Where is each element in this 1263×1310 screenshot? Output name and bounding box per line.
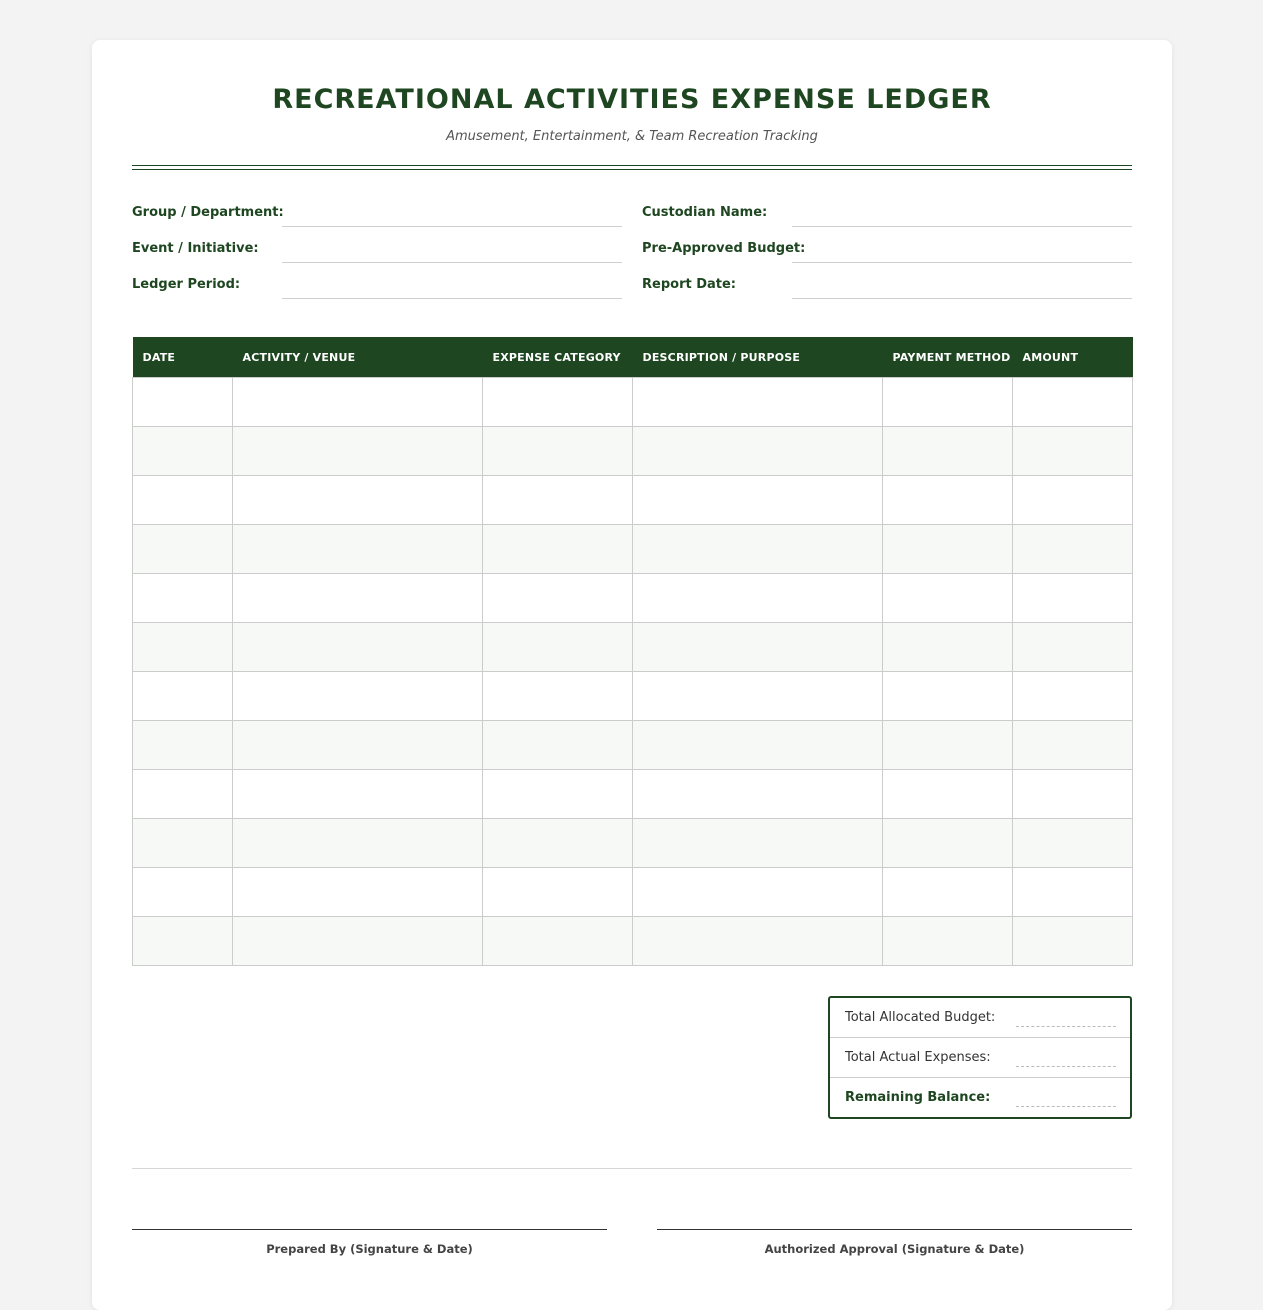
activity-venue-cell[interactable] <box>233 868 483 917</box>
description-purpose-cell[interactable] <box>633 917 883 966</box>
payment-method-cell[interactable] <box>883 623 1013 672</box>
table-row <box>133 427 1133 476</box>
payment-method-cell[interactable] <box>883 525 1013 574</box>
ledger-period-field <box>132 273 622 299</box>
activity-venue-cell[interactable] <box>233 476 483 525</box>
description-purpose-cell[interactable] <box>633 672 883 721</box>
expense-category-cell[interactable] <box>483 378 633 427</box>
description-purpose-cell[interactable] <box>633 770 883 819</box>
custodian-name-label: Custodian Name: <box>642 205 768 220</box>
description-purpose-cell[interactable] <box>633 525 883 574</box>
date-cell[interactable] <box>133 917 233 966</box>
description-purpose-cell[interactable] <box>633 476 883 525</box>
prepared-by-label: Prepared By (Signature & Date) <box>266 1242 473 1256</box>
description-purpose-cell[interactable] <box>633 378 883 427</box>
amount-cell[interactable] <box>1013 525 1133 574</box>
authorized-approval-signature-line[interactable] <box>657 1229 1132 1256</box>
table-row <box>133 525 1133 574</box>
activity-venue-cell[interactable] <box>233 917 483 966</box>
authorized-approval-label: Authorized Approval (Signature & Date) <box>764 1242 1025 1256</box>
date-cell[interactable] <box>133 378 233 427</box>
payment-method-cell[interactable] <box>883 868 1013 917</box>
ledger-table-body <box>133 378 1133 966</box>
totals-summary-box <box>828 996 1132 1119</box>
amount-cell[interactable] <box>1013 574 1133 623</box>
activity-venue-cell[interactable] <box>233 574 483 623</box>
activity-venue-cell[interactable] <box>233 525 483 574</box>
description-purpose-cell[interactable] <box>633 721 883 770</box>
custodian-name-field <box>642 201 1132 227</box>
ledger-document <box>92 40 1172 1310</box>
header-divider <box>132 165 1132 170</box>
pre-approved-budget-input[interactable] <box>792 262 1132 263</box>
table-row <box>133 378 1133 427</box>
prepared-by-signature-line[interactable] <box>132 1229 607 1256</box>
payment-method-cell[interactable] <box>883 672 1013 721</box>
expense-category-cell[interactable] <box>483 819 633 868</box>
payment-method-cell[interactable] <box>883 721 1013 770</box>
activity-venue-cell[interactable] <box>233 819 483 868</box>
date-cell[interactable] <box>133 868 233 917</box>
total-actual-expenses-row <box>830 1038 1130 1078</box>
activity-venue-cell[interactable] <box>233 721 483 770</box>
event-initiative-label: Event / Initiative: <box>132 241 259 256</box>
report-date-input[interactable] <box>792 298 1132 299</box>
date-cell[interactable] <box>133 427 233 476</box>
description-purpose-cell[interactable] <box>633 819 883 868</box>
custodian-name-input[interactable] <box>792 226 1132 227</box>
ledger-period-label: Ledger Period: <box>132 277 241 292</box>
payment-method-cell[interactable] <box>883 378 1013 427</box>
amount-cell[interactable] <box>1013 917 1133 966</box>
remaining-balance-label: Remaining Balance: <box>845 1090 991 1105</box>
description-purpose-cell[interactable] <box>633 574 883 623</box>
group-department-input[interactable] <box>282 226 622 227</box>
event-initiative-field <box>132 237 622 263</box>
column-header-expense-category: EXPENSE CATEGORY <box>483 337 633 378</box>
pre-approved-budget-label: Pre-Approved Budget: <box>642 241 806 256</box>
date-cell[interactable] <box>133 574 233 623</box>
amount-cell[interactable] <box>1013 427 1133 476</box>
activity-venue-cell[interactable] <box>233 623 483 672</box>
payment-method-cell[interactable] <box>883 574 1013 623</box>
expense-category-cell[interactable] <box>483 574 633 623</box>
date-cell[interactable] <box>133 623 233 672</box>
report-date-field <box>642 273 1132 299</box>
expense-category-cell[interactable] <box>483 427 633 476</box>
date-cell[interactable] <box>133 819 233 868</box>
group-department-field <box>132 201 622 227</box>
column-header-activity-venue: ACTIVITY / VENUE <box>233 337 483 378</box>
total-actual-expenses-label: Total Actual Expenses: <box>845 1050 991 1065</box>
column-header-date: DATE <box>133 337 233 378</box>
table-row <box>133 574 1133 623</box>
amount-cell[interactable] <box>1013 378 1133 427</box>
expense-ledger-table <box>132 337 1133 966</box>
ledger-period-input[interactable] <box>282 298 622 299</box>
payment-method-cell[interactable] <box>883 819 1013 868</box>
document-subtitle: Amusement, Entertainment, & Team Recreation Tracking <box>446 129 818 144</box>
date-cell[interactable] <box>133 721 233 770</box>
table-row <box>133 672 1133 721</box>
expense-category-cell[interactable] <box>483 672 633 721</box>
activity-venue-cell[interactable] <box>233 427 483 476</box>
table-row <box>133 819 1133 868</box>
table-row <box>133 476 1133 525</box>
document-title: RECREATIONAL ACTIVITIES EXPENSE LEDGER <box>272 84 992 115</box>
date-cell[interactable] <box>133 770 233 819</box>
description-purpose-cell[interactable] <box>633 868 883 917</box>
report-date-label: Report Date: <box>642 277 737 292</box>
description-purpose-cell[interactable] <box>633 623 883 672</box>
ledger-table-header <box>133 337 1133 378</box>
expense-category-cell[interactable] <box>483 868 633 917</box>
event-initiative-input[interactable] <box>282 262 622 263</box>
expense-category-cell[interactable] <box>483 525 633 574</box>
column-header-description-purpose: DESCRIPTION / PURPOSE <box>633 337 883 378</box>
expense-category-cell[interactable] <box>483 721 633 770</box>
expense-category-cell[interactable] <box>483 623 633 672</box>
footer-divider <box>132 1168 1132 1169</box>
date-cell[interactable] <box>133 672 233 721</box>
remaining-balance-row <box>830 1078 1130 1117</box>
date-cell[interactable] <box>133 476 233 525</box>
expense-category-cell[interactable] <box>483 770 633 819</box>
amount-cell[interactable] <box>1013 721 1133 770</box>
column-header-payment-method: PAYMENT METHOD <box>883 337 1013 378</box>
table-row <box>133 623 1133 672</box>
total-allocated-budget-label: Total Allocated Budget: <box>845 1010 996 1025</box>
amount-cell[interactable] <box>1013 476 1133 525</box>
pre-approved-budget-field <box>642 237 1132 263</box>
total-allocated-budget-input[interactable] <box>1016 1026 1116 1027</box>
activity-venue-cell[interactable] <box>233 770 483 819</box>
total-allocated-budget-row <box>830 998 1130 1038</box>
amount-cell[interactable] <box>1013 770 1133 819</box>
description-purpose-cell[interactable] <box>633 427 883 476</box>
payment-method-cell[interactable] <box>883 427 1013 476</box>
table-row <box>133 770 1133 819</box>
amount-cell[interactable] <box>1013 623 1133 672</box>
expense-category-cell[interactable] <box>483 917 633 966</box>
payment-method-cell[interactable] <box>883 770 1013 819</box>
table-row <box>133 721 1133 770</box>
group-department-label: Group / Department: <box>132 205 284 220</box>
header-row <box>133 337 1133 378</box>
table-row <box>133 917 1133 966</box>
amount-cell[interactable] <box>1013 819 1133 868</box>
payment-method-cell[interactable] <box>883 476 1013 525</box>
remaining-balance-input[interactable] <box>1016 1106 1116 1107</box>
amount-cell[interactable] <box>1013 672 1133 721</box>
activity-venue-cell[interactable] <box>233 672 483 721</box>
date-cell[interactable] <box>133 525 233 574</box>
column-header-amount: AMOUNT <box>1013 337 1133 378</box>
table-row <box>133 868 1133 917</box>
activity-venue-cell[interactable] <box>233 378 483 427</box>
payment-method-cell[interactable] <box>883 917 1013 966</box>
total-actual-expenses-input[interactable] <box>1016 1066 1116 1067</box>
expense-category-cell[interactable] <box>483 476 633 525</box>
amount-cell[interactable] <box>1013 868 1133 917</box>
